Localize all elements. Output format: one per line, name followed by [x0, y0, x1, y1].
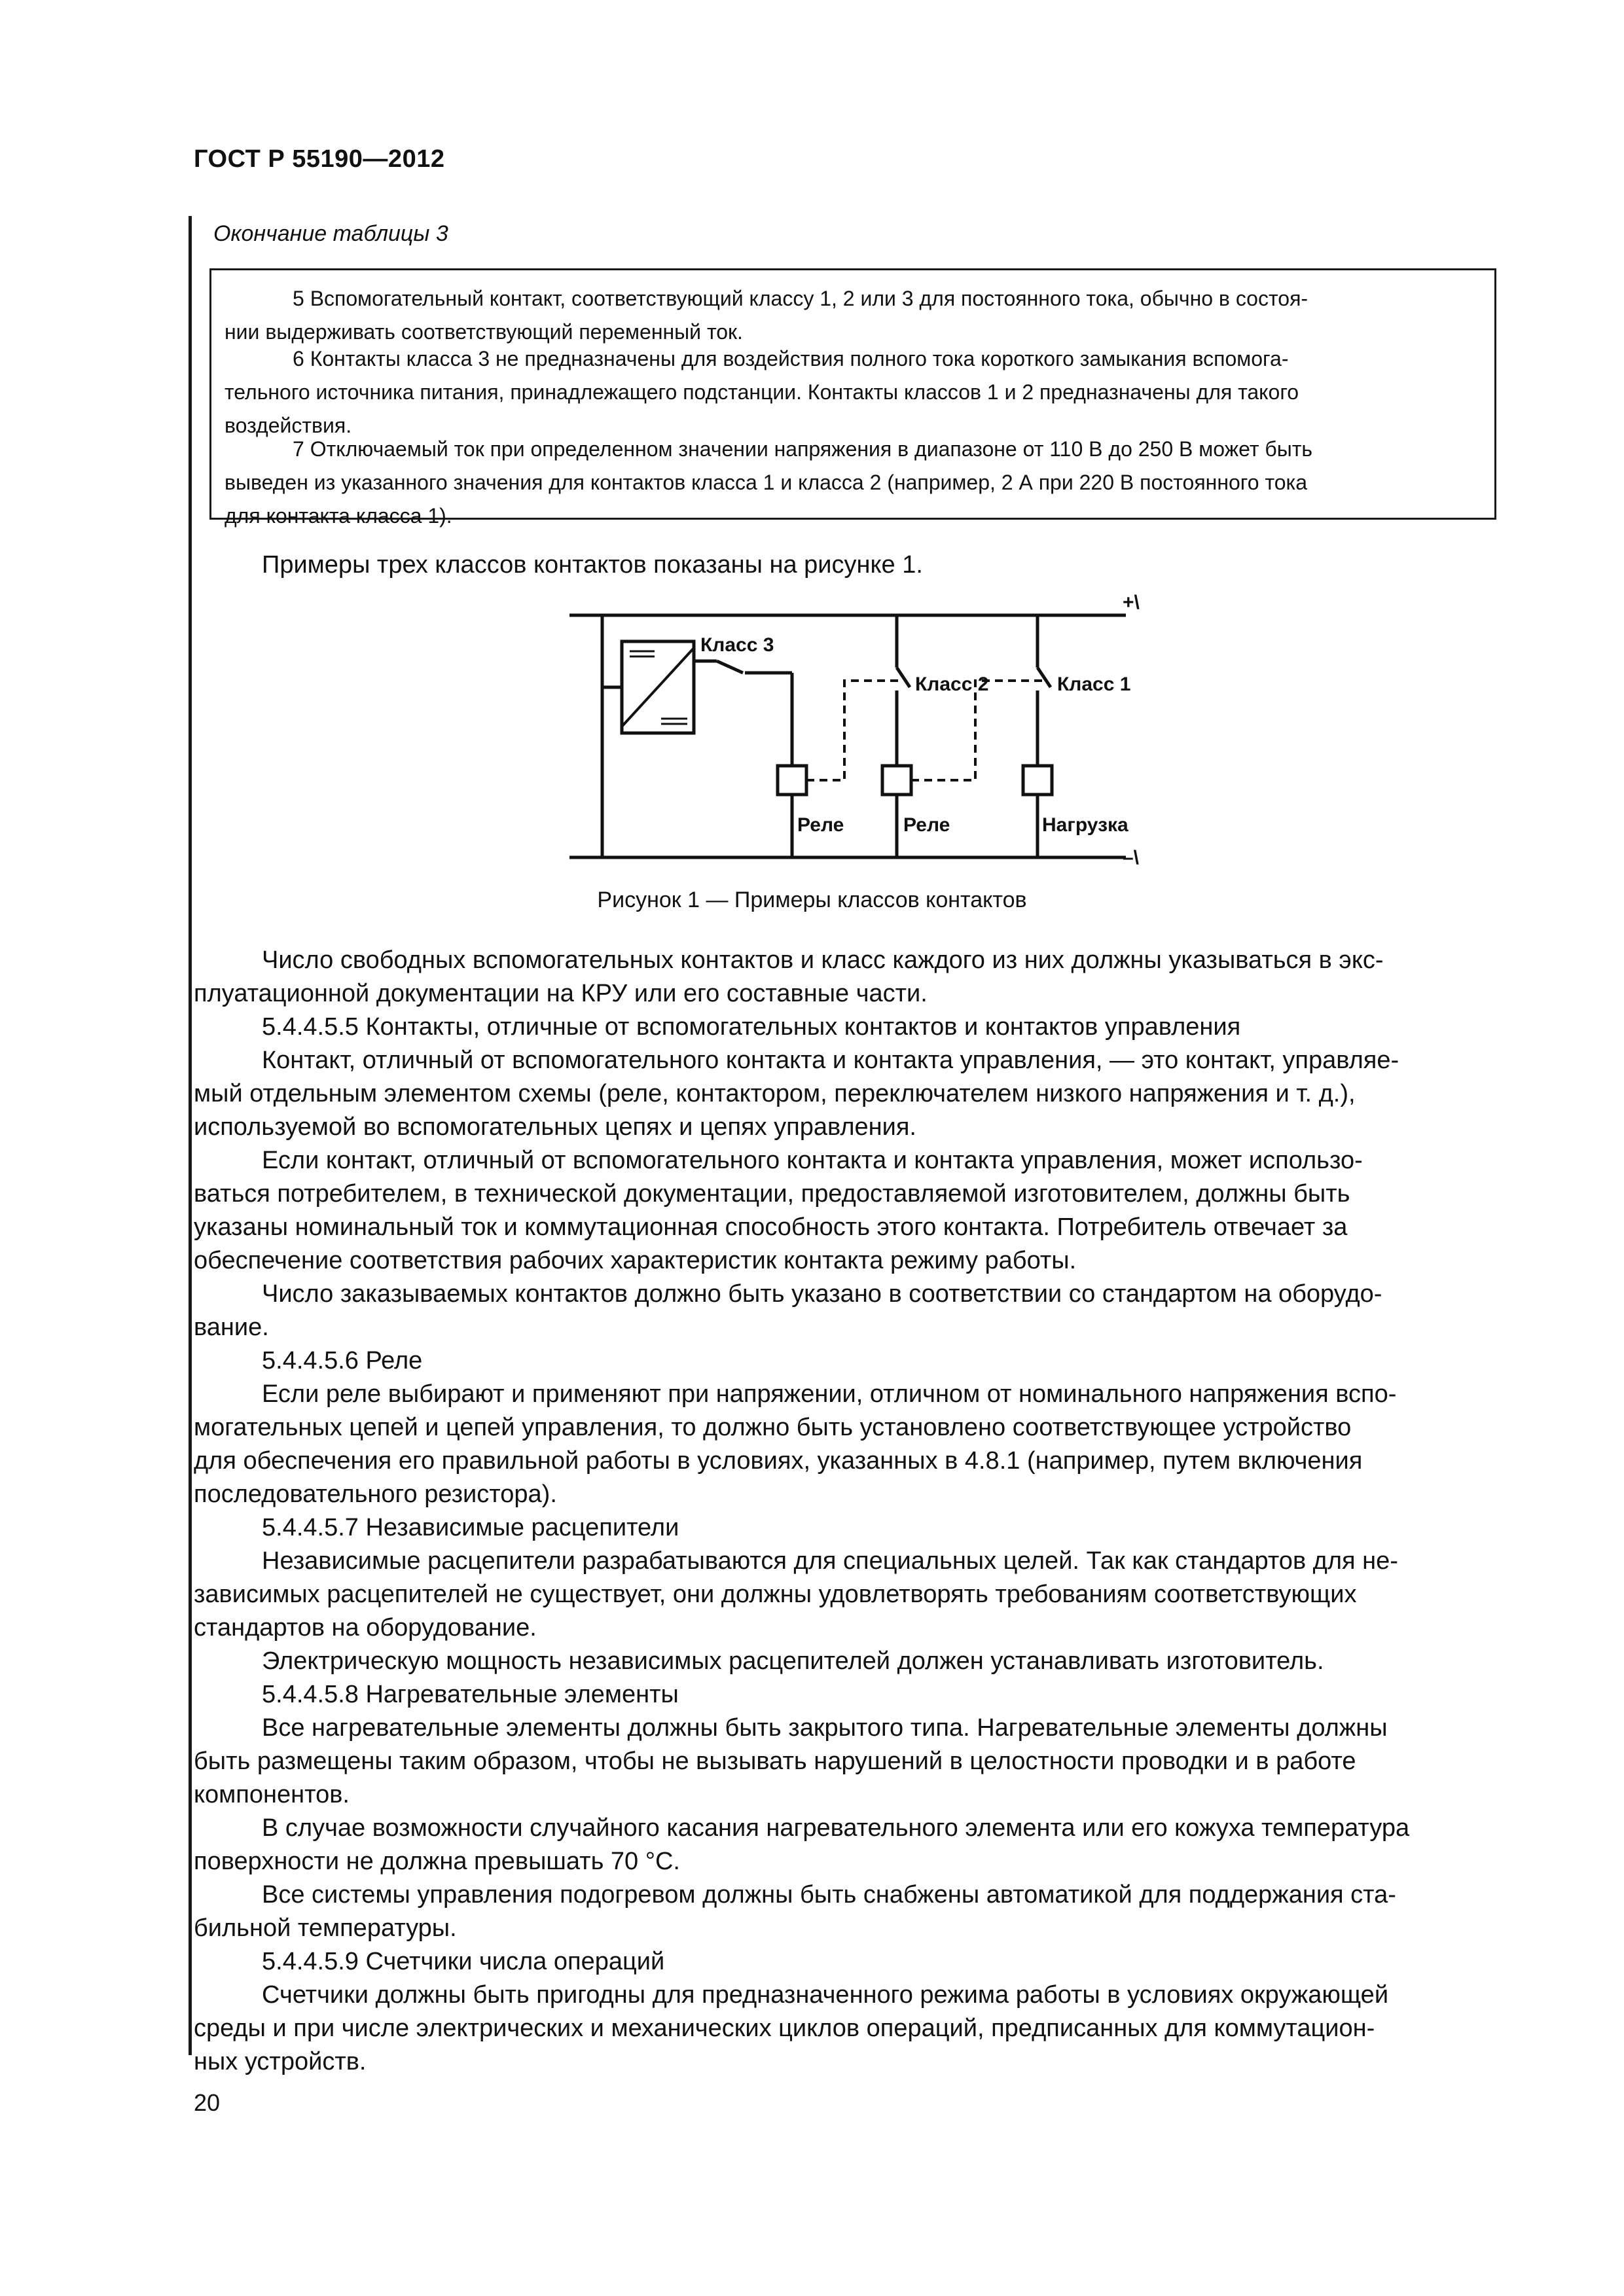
load-box: [1023, 766, 1052, 795]
body-text-line: для обеспечения его правильной работы в условиях, указанных в 4.8.1 (например, путем включения: [194, 1447, 1363, 1475]
body-text-line: В случае возможности случайного касания нагревательного элемента или его кожуха температура: [262, 1814, 1410, 1842]
relay-2-coil: [882, 766, 911, 795]
figure-caption: Рисунок 1 — Примеры классов контактов: [597, 888, 1027, 912]
table-note-line: 7 Отключаемый ток при определенном значении напряжения в диапазоне от 110 В до 250 В может быть: [293, 437, 1313, 461]
body-text-line: Независимые расцепители разрабатываются для специальных целей. Так как стандартов для не-: [262, 1547, 1398, 1575]
positive-terminal-label: +\: [1123, 592, 1140, 613]
table-note-6: [225, 342, 1481, 442]
contact-classes-diagram: [569, 589, 1159, 877]
body-text-line: указаны номинальный ток и коммутационная способность этого контакта. Потребитель отвечает за: [194, 1213, 1348, 1241]
body-text-line: Если реле выбирают и применяют при напряжении, отличном от номинального напряжения вспо-: [262, 1380, 1397, 1408]
table-note-line: 6 Контакты класса 3 не предназначены для воздействия полного тока короткого замыкания вспомога-: [293, 347, 1289, 370]
class2-label: Класс 2: [915, 673, 989, 695]
body-text-line: бильной температуры.: [194, 1914, 457, 1942]
table-note-7: [225, 433, 1481, 533]
body-text-line: Все системы управления подогревом должны быть снабжены автоматикой для поддержания ста-: [262, 1881, 1396, 1909]
body-text-line: стандартов на оборудование.: [194, 1614, 537, 1641]
class2-contact: [897, 668, 910, 687]
class3-label: Класс 3: [700, 634, 774, 656]
table-notes-box: [209, 268, 1496, 528]
body-text-line: 5.4.4.5.5 Контакты, отличные от вспомогательных контактов и контактов управления: [262, 1013, 1241, 1041]
negative-terminal-label: –\: [1123, 847, 1140, 869]
table-note-line: воздействия.: [225, 414, 352, 437]
body-text-line: могательных цепей и цепей управления, то должно быть установлено соответствующее устройство: [194, 1414, 1352, 1441]
main-body-text: [194, 944, 1493, 2079]
class3-contact: [717, 661, 743, 673]
body-text-line: ных устройств.: [194, 2048, 367, 2075]
body-text-line: поверхности не должна превышать 70 °С.: [194, 1848, 680, 1875]
document-code-header: ГОСТ Р 55190—2012: [194, 145, 445, 173]
table-note-line: тельного источника питания, принадлежащего подстанции. Контакты классов 1 и 2 предназначены для такого: [225, 380, 1299, 404]
relay-1-label: Реле: [797, 814, 844, 836]
body-text-line: 5.4.4.5.7 Независимые расцепители: [262, 1514, 679, 1541]
body-text-line: Если контакт, отличный от вспомогательного контакта и контакта управления, может использо-: [262, 1147, 1363, 1174]
body-text-line: Счетчики должны быть пригодны для предназначенного режима работы в условиях окружающей: [262, 1981, 1389, 2009]
table-continuation-caption: Окончание таблицы 3: [213, 221, 448, 246]
body-text-line: компонентов.: [194, 1781, 350, 1808]
change-margin-bar: [189, 216, 192, 2055]
class1-label: Класс 1: [1057, 673, 1131, 695]
relay-2-label: Реле: [903, 814, 950, 836]
body-text-line: быть размещены таким образом, чтобы не вызывать нарушений в целостности проводки и в работе: [194, 1748, 1356, 1775]
body-text-line: 5.4.4.5.8 Нагревательные элементы: [262, 1681, 679, 1708]
page-number: 20: [194, 2089, 221, 2116]
body-text-line: обеспечение соответствия рабочих характеристик контакта режиму работы.: [194, 1247, 1077, 1274]
body-text-line: Число свободных вспомогательных контактов и класс каждого из них должны указываться в экс-: [262, 946, 1384, 974]
body-text-line: последовательного резистора).: [194, 1480, 557, 1508]
class1-contact: [1038, 668, 1051, 687]
relay-1-coil: [778, 766, 806, 795]
body-text-line: 5.4.4.5.6 Реле: [262, 1347, 423, 1374]
figure-intro-paragraph: [194, 548, 1493, 582]
table-note-line: для контакта класса 1).: [225, 504, 452, 528]
body-text-line: мый отдельным элементом схемы (реле, контактором, переключателем низкого напряжения и т. д.),: [194, 1080, 1356, 1107]
body-text-line: используемой во вспомогательных цепях и цепях управления.: [194, 1113, 916, 1141]
body-text-line: плуатационной документации на КРУ или его составные части.: [194, 980, 928, 1007]
body-text-line: Все нагревательные элементы должны быть закрытого типа. Нагревательные элементы должны: [262, 1714, 1388, 1742]
table-note-line: 5 Вспомогательный контакт, соответствующий классу 1, 2 или 3 для постоянного тока, обычно в состоя-: [293, 287, 1308, 310]
body-text-line: Число заказываемых контактов должно быть указано в соответствии со стандартом на оборудо-: [262, 1280, 1382, 1308]
body-text-line: ваться потребителем, в технической документации, предоставляемой изготовителем, должны быть: [194, 1180, 1350, 1208]
body-text-line: 5.4.4.5.9 Счетчики числа операций: [262, 1948, 665, 1975]
load-label: Нагрузка: [1042, 814, 1128, 836]
body-text-line: среды и при числе электрических и механических циклов операций, предписанных для коммутацион-: [194, 2015, 1375, 2042]
body-text-line: Контакт, отличный от вспомогательного контакта и контакта управления, — это контакт, управляе-: [262, 1047, 1399, 1074]
table-note-line: нии выдерживать соответствующий переменный ток.: [225, 320, 743, 344]
body-text-line: Электрическую мощность независимых расцепителей должен устанавливать изготовитель.: [262, 1647, 1324, 1675]
table-note-5: [225, 282, 1481, 349]
table-note-line: выведен из указанного значения для контактов класса 1 и класса 2 (например, 2 А при 220 В постоянного тока: [225, 471, 1308, 494]
body-text-line: зависимых расцепителей не существует, они должны удовлетворять требованиям соответствующих: [194, 1581, 1357, 1608]
figure-intro-line: Примеры трех классов контактов показаны на рисунке 1.: [262, 551, 923, 579]
body-text-line: вание.: [194, 1314, 269, 1341]
